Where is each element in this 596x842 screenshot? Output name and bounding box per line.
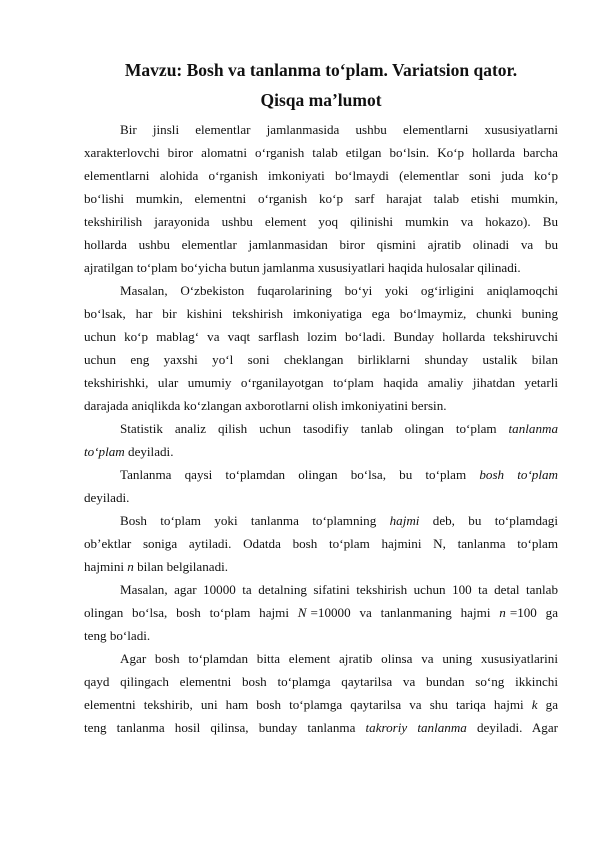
text-line <box>84 440 558 463</box>
text-run: deb, bu to‘plamdagi <box>432 513 558 528</box>
math-value: =100 <box>509 605 537 620</box>
text-run: ga <box>545 697 558 712</box>
text-line: hollarda ushbu elementlar jamlanmasidan biror qismini ajratib olinadi va bu <box>84 237 558 252</box>
topic-title: Mavzu: Bosh va tanlanma to‘plam. Variatsion qator. <box>124 60 518 80</box>
text-run: va tanlanmaning hajmi <box>359 605 491 620</box>
text-line: bo‘lishi mumkin, elementni o‘rganish ko‘p sarf harajat talab etishi mumkin, <box>84 191 558 206</box>
text-run: elementni tekshirib, uni ham bosh to‘plamga qaytarilsa va shu tariqa hajmi <box>84 697 524 712</box>
text-run: ga <box>545 605 558 620</box>
math-variable: N <box>297 605 307 620</box>
text-run: deyiladi. Agar <box>476 720 559 735</box>
text-run: Statistik analiz qilish uchun tasodifiy tanlab olingan to‘plam <box>120 421 497 436</box>
term-emphasis: takroriy tanlanma <box>365 720 467 735</box>
text-run: teng tanlanma hosil qilinsa, bunday tanlanma <box>84 720 356 735</box>
text-line: deyiladi. <box>84 490 130 505</box>
math-value: =10000 <box>310 605 351 620</box>
text-line: Bir jinsli elementlar jamlanmasida ushbu elementlarni xususiyatlarni <box>120 122 558 137</box>
term-emphasis: tanlanma <box>508 421 559 436</box>
text-line <box>84 417 558 440</box>
text-line <box>84 716 558 739</box>
text-run: hajmini <box>84 559 125 574</box>
text-line <box>84 601 558 624</box>
text-line: Agar bosh to‘plamdan bitta element ajratib olinsa va uning xususiyatlarini <box>120 651 558 666</box>
math-variable: k <box>531 697 538 712</box>
text-line: elementlarni alohida o‘rganish imkoniyati bo‘lmaydi (elementlar soni juda ko‘p <box>84 168 558 183</box>
text-line: ajratilgan to‘plam bo‘yicha butun jamlanma xususiyatlari haqida hulosalar qilinadi. <box>84 260 521 275</box>
paragraph-4 <box>84 463 558 509</box>
text-line: uchun ko‘p mablag‘ va vaqt sarflash lozim bo‘ladi. Bunday hollarda tekshiruvchi <box>84 329 558 344</box>
paragraph-3 <box>84 417 558 463</box>
text-line: uchun eng yaxshi yo‘l soni cheklangan birliklarni shunday ustalik bilan <box>84 352 558 367</box>
text-run: Tanlanma qaysi to‘plamdan olingan bo‘lsa, bu to‘plam <box>120 467 467 482</box>
text-run: deyiladi. <box>128 444 174 459</box>
text-run: Bosh to‘plam yoki tanlanma to‘plamning <box>120 513 377 528</box>
math-formula <box>499 605 537 620</box>
paragraph-1 <box>84 118 558 279</box>
text-line <box>84 509 558 532</box>
paragraph-5 <box>84 509 558 578</box>
text-line: Masalan, agar 10000 ta detalning sifatini tekshirish uchun 100 ta detal tanlab <box>120 582 558 597</box>
paragraph-7 <box>84 647 558 739</box>
paragraph-2 <box>84 279 558 417</box>
section-heading: Qisqa ma’lumot <box>260 90 382 110</box>
text-line: darajada aniqlikda ko‘zlangan axborotlarni olish imkoniyatini bersin. <box>84 398 447 413</box>
math-formula <box>298 605 351 620</box>
math-variable: n <box>499 605 506 620</box>
text-run: olingan bo‘lsa, bosh to‘plam hajmi <box>84 605 289 620</box>
text-line: qayd qilingach elementni bosh to‘plamga qaytarilsa va bundan so‘ng ikkinchi <box>84 674 558 689</box>
text-line: tekshirilish jarayonida ushbu element yoq qilinishi mumkin va hokazo). Bu <box>84 214 558 229</box>
text-run: bilan belgilanadi. <box>137 559 229 574</box>
text-line: ob’ektlar soniga aytiladi. Odatda bosh to‘plam hajmini N, tanlanma to‘plam <box>84 536 558 551</box>
document-body <box>84 118 558 739</box>
paragraph-6 <box>84 578 558 647</box>
term-emphasis: bosh to‘plam <box>479 467 558 482</box>
term-emphasis: to‘plam <box>84 444 125 459</box>
text-line: tekshirishki, ular umumiy o‘rganilayotgan to‘plam haqida amaliy jihatdan yetarli <box>84 375 558 390</box>
math-variable: n <box>127 559 134 574</box>
text-line: teng bo‘ladi. <box>84 628 151 643</box>
text-line <box>84 555 558 578</box>
text-line: bo‘lsak, har bir kishini tekshirish imkoniyatiga ega bo‘lmaymiz, chunki buning <box>84 306 558 321</box>
text-line <box>84 693 558 716</box>
text-line <box>84 463 558 486</box>
text-line: xarakterlovchi biror alomatni o‘rganish talab etilgan bo‘lsin. Ko‘p hollarda barcha <box>84 145 558 160</box>
text-line: Masalan, O‘zbekiston fuqarolarining bo‘yi yoki og‘irligini aniqlamoqchi <box>120 283 558 298</box>
term-emphasis: hajmi <box>389 513 420 528</box>
